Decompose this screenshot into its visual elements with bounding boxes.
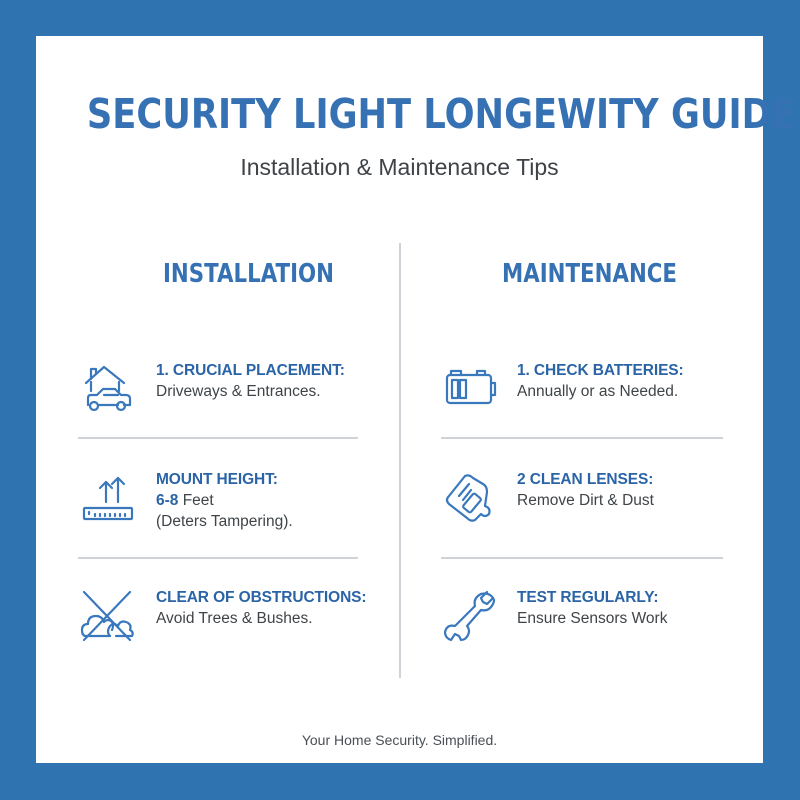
item-title: MOUNT HEIGHT:	[156, 471, 278, 488]
item-title: TEST REGULARLY:	[517, 589, 659, 606]
item-description: Driveways & Entrances.	[156, 383, 321, 400]
item-description: Ensure Sensors Work	[517, 610, 668, 627]
footer-tagline: Your Home Security. Simplified.	[301, 732, 498, 748]
item-text	[517, 588, 667, 629]
item-text	[156, 588, 367, 629]
height-range: 6-8	[156, 492, 179, 509]
item-title: 1. CHECK BATTERIES:	[517, 362, 684, 379]
row-divider	[441, 437, 723, 439]
maintenance-heading: MAINTENANCE	[502, 259, 678, 289]
battery-icon	[441, 361, 497, 417]
item-description: Avoid Trees & Bushes.	[156, 610, 313, 627]
no-trees-icon	[80, 588, 136, 644]
page-title: SECURITY LIGHT LONGEWITY GUIDE	[86, 90, 796, 138]
item-text	[156, 470, 293, 532]
item-description: Annually or as Needed.	[517, 383, 679, 400]
item-text	[156, 361, 345, 402]
item-description-note: (Deters Tampering).	[156, 513, 293, 530]
item-title: CLEAR OF OBSTRUCTIONS:	[156, 589, 367, 606]
item-title: 1. CRUCIAL PLACEMENT:	[156, 362, 345, 379]
row-divider	[441, 557, 723, 559]
item-description: 6-8 Feet	[156, 492, 214, 509]
ruler-arrows-up-icon	[80, 470, 136, 526]
row-divider	[78, 557, 358, 559]
installation-heading: INSTALLATION	[163, 259, 334, 289]
guide-card	[36, 36, 796, 763]
cleaning-cloth-icon	[441, 470, 497, 526]
item-text	[517, 361, 684, 402]
wrench-icon	[441, 588, 497, 644]
item-title: 2 CLEAN LENSES:	[517, 471, 654, 488]
row-divider	[78, 437, 358, 439]
item-text	[517, 470, 654, 511]
column-divider	[399, 243, 401, 678]
page-subtitle: Installation & Maintenance Tips	[240, 154, 559, 180]
house-car-icon	[80, 361, 136, 417]
item-description: Remove Dirt & Dust	[517, 492, 654, 509]
